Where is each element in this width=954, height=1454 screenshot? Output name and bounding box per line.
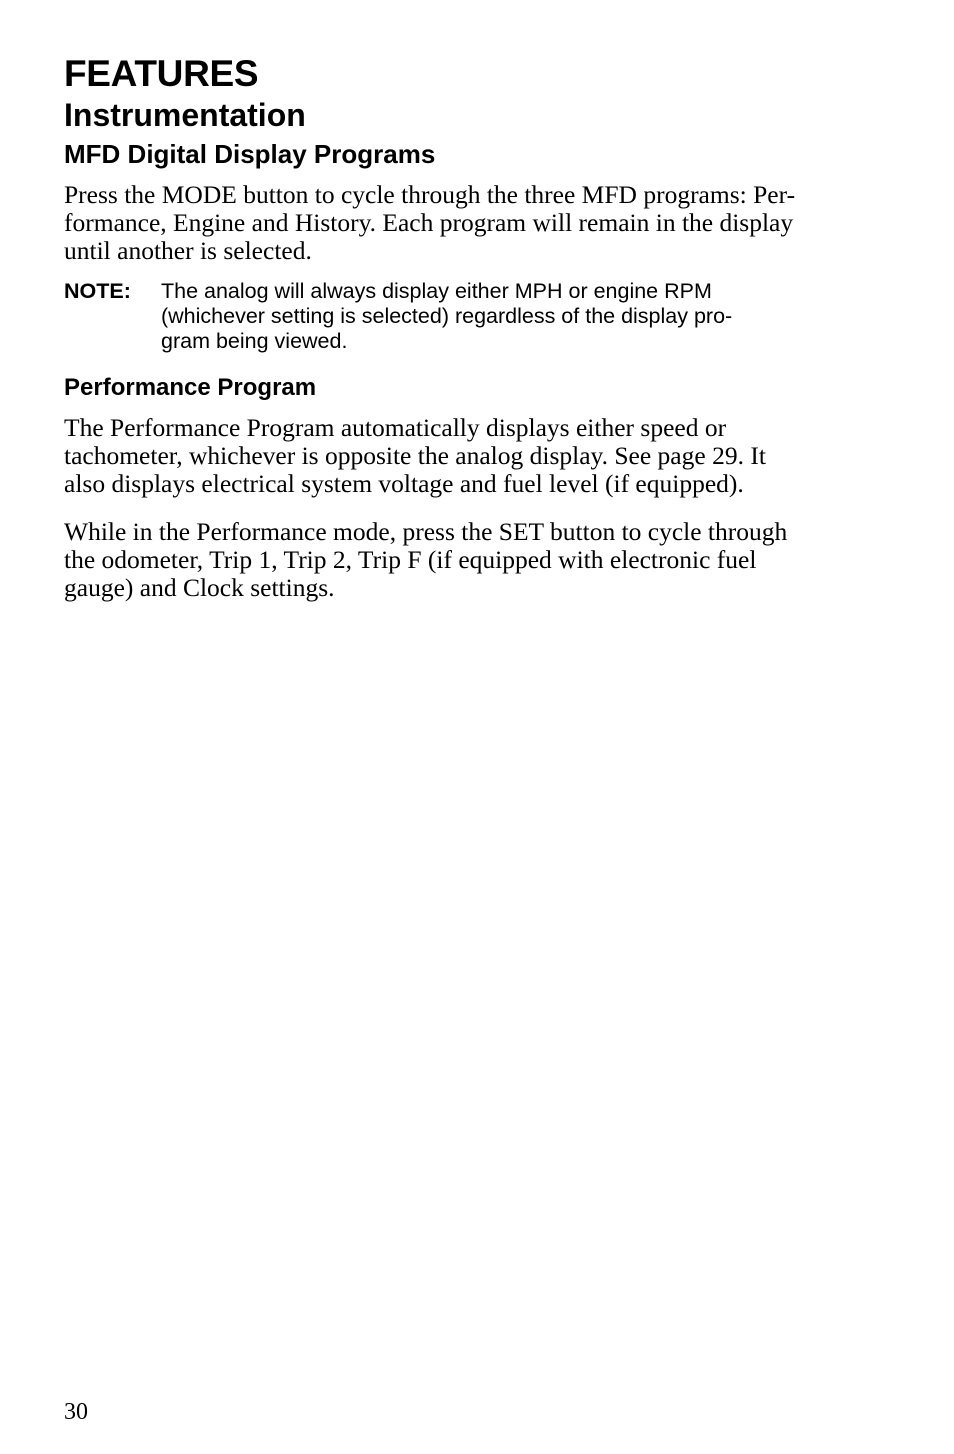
text-line: the odometer, Trip 1, Trip 2, Trip F (if equipped with electronic fuel [64,545,757,574]
topic-title: Instrumentation [64,97,306,133]
text-line: tachometer, whichever is opposite the analog display. See page 29. It [64,441,766,470]
text-line: formance, Engine and History. Each program will remain in the display [64,208,794,237]
performance-paragraph-1 [64,414,864,498]
performance-paragraph-2 [64,518,864,602]
note-label: NOTE: [64,279,131,303]
page-number: 30 [64,1399,88,1425]
section-title: FEATURES [64,53,259,94]
text-line: The analog will always display either MPH or engine RPM [161,279,712,303]
text-line: (whichever setting is selected) regardless of the display pro- [161,304,733,328]
mfd-paragraph [64,181,864,265]
text-line: until another is selected. [64,236,312,265]
text-line: also displays electrical system voltage and fuel level (if equipped). [64,469,744,498]
text-line: While in the Performance mode, press the SET button to cycle through [64,517,788,546]
text-line: gram being viewed. [161,329,348,353]
note-text [161,279,861,354]
text-line: gauge) and Clock settings. [64,573,335,602]
text-line: The Performance Program automatically displays either speed or [64,413,727,442]
text-line: Press the MODE button to cycle through the three MFD programs: Per- [64,180,796,209]
performance-heading: Performance Program [64,374,317,401]
mfd-heading: MFD Digital Display Programs [64,139,436,169]
